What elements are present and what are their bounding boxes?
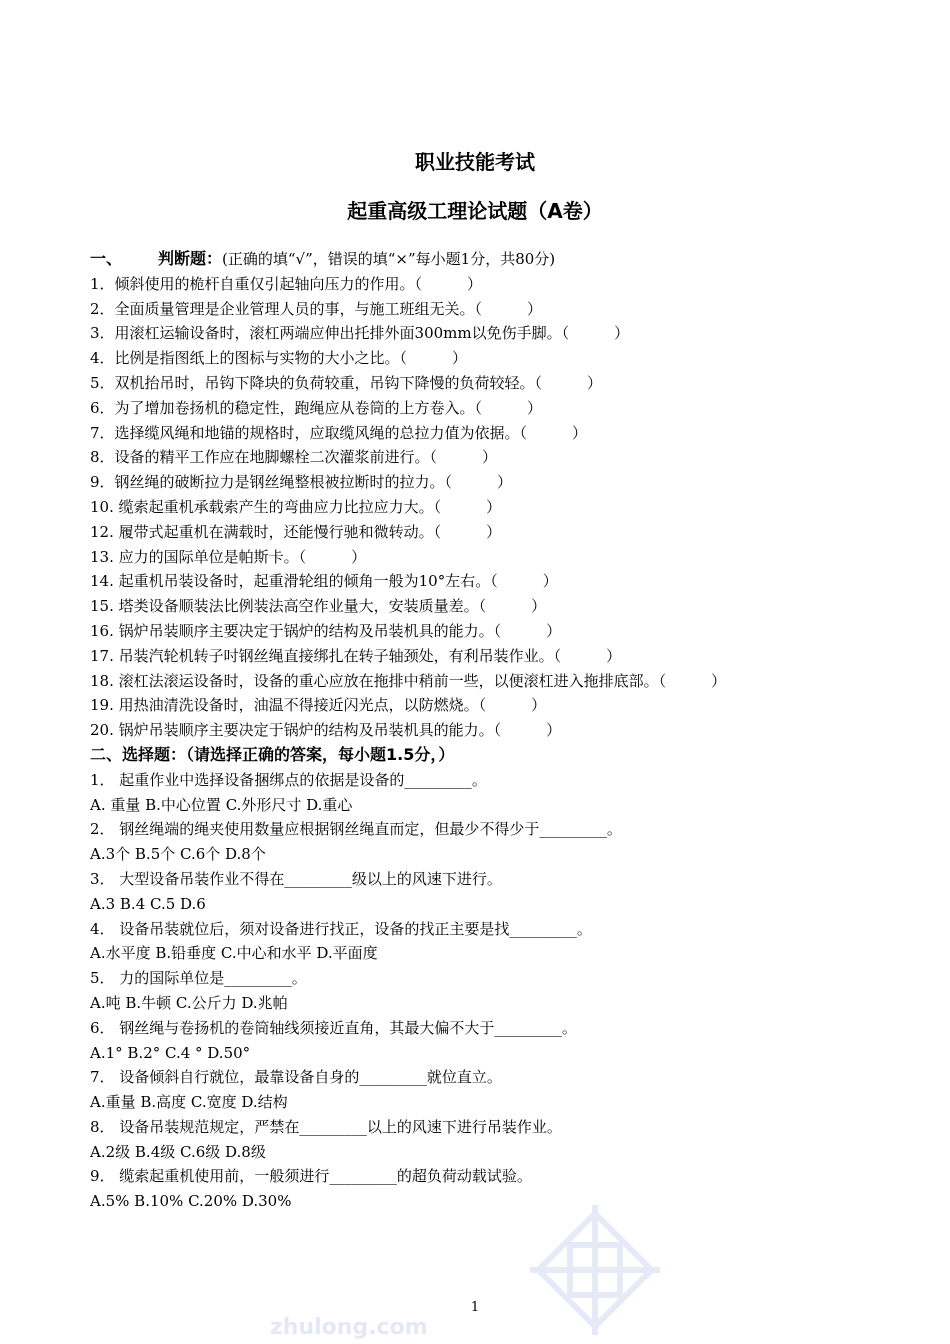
page-subtitle: 起重高级工理论试题（A卷） bbox=[347, 199, 603, 223]
question-item: 15. 塔类设备顺装法比例装法高空作业量大，安装质量差。（ ） bbox=[90, 597, 547, 616]
section2-heading: 二、选择题：（请选择正确的答案，每小题1.5分，） bbox=[90, 744, 455, 764]
watermark-logo-icon bbox=[520, 1195, 670, 1344]
choice-options: A.重量 B.高度 C.宽度 D.结构 bbox=[90, 1093, 288, 1112]
question-item: 16. 锅炉吊装顺序主要决定于锅炉的结构及吊装机具的能力。（ ） bbox=[90, 621, 562, 640]
question-item: 13. 应力的国际单位是帕斯卡。（ ） bbox=[90, 547, 367, 566]
choice-question: 1． 起重作业中选择设备捆绑点的依据是设备的_________。 bbox=[90, 770, 487, 789]
choice-question: 9． 缆索起重机使用前，一般须进行_________的超负荷动载试验。 bbox=[90, 1167, 532, 1186]
choice-question: 5． 力的国际单位是_________。 bbox=[90, 969, 307, 988]
choice-question: 4． 设备吊装就位后，须对设备进行找正，设备的找正主要是找_________。 bbox=[90, 919, 592, 938]
section1-heading bbox=[90, 247, 865, 272]
choice-question: 2． 钢丝绳端的绳夹使用数量应根据钢丝绳直而定，但最少不得少于_________。 bbox=[90, 820, 622, 839]
question-item: 18. 滚杠法滚运设备时，设备的重心应放在拖排中稍前一些，以便滚杠进入拖排底部。（ ） bbox=[90, 671, 727, 690]
question-item: 3．用滚杠运输设备时，滚杠两端应伸出托排外面300mm以免伤手脚。（ ） bbox=[90, 324, 630, 343]
section1-note: (正确的填“√”，错误的填“×”每小题1分，共80分) bbox=[222, 250, 556, 268]
watermark-text: zhulong.com bbox=[270, 1315, 428, 1340]
question-item: 7．选择缆风绳和地锚的规格时，应取缆风绳的总拉力值为依据。（ ） bbox=[90, 423, 588, 442]
question-item: 2．全面质量管理是企业管理人员的事，与施工班组无关。（ ） bbox=[90, 299, 543, 318]
question-item: 1．倾斜使用的桅杆自重仅引起轴向压力的作用。（ ） bbox=[90, 274, 483, 293]
choice-options: A. 重量 B.中心位置 C.外形尺寸 D.重心 bbox=[90, 795, 353, 814]
question-item: 12. 履带式起重机在满载时，还能慢行驰和微转动。（ ） bbox=[90, 522, 502, 541]
page-title: 职业技能考试 bbox=[415, 150, 535, 174]
question-item: 8．设备的精平工作应在地脚螺栓二次灌浆前进行。（ ） bbox=[90, 448, 498, 467]
question-item: 19. 用热油清洗设备时，油温不得接近闪光点，以防燃烧。（ ） bbox=[90, 696, 547, 715]
choice-question: 7． 设备倾斜自行就位，最靠设备自身的_________就位直立。 bbox=[90, 1068, 502, 1087]
choice-question: 3． 大型设备吊装作业不得在_________级以上的风速下进行。 bbox=[90, 869, 502, 888]
question-item: 17. 吊装汽轮机转子吋钢丝绳直接绑扎在转子轴颈处，有利吊装作业。（ ） bbox=[90, 646, 622, 665]
choice-options: A.5% B.10% C.20% D.30% bbox=[90, 1192, 292, 1211]
choice-options: A.3个 B.5个 C.6个 D.8个 bbox=[90, 845, 266, 864]
choice-options: A.2级 B.4级 C.6级 D.8级 bbox=[90, 1142, 266, 1161]
choice-options: A.水平度 B.铅垂度 C.中心和水平 D.平面度 bbox=[90, 944, 378, 963]
page-number: 1 bbox=[470, 1300, 480, 1315]
question-item: 9．钢丝绳的破断拉力是钢丝绳整根被拉断时的拉力。（ ） bbox=[90, 473, 513, 492]
question-item: 10. 缆索起重机承载索产生的弯曲应力比拉应力大。（ ） bbox=[90, 497, 502, 516]
choice-options: A.1° B.2° C.4 ° D.50° bbox=[90, 1043, 251, 1062]
choice-question: 8． 设备吊装规范规定，严禁在_________以上的风速下进行吊装作业。 bbox=[90, 1117, 562, 1136]
section1-title: 判断题： bbox=[158, 249, 223, 268]
exam-content bbox=[90, 247, 865, 1214]
choice-options: A.吨 B.牛顿 C.公斤力 D.兆帕 bbox=[90, 993, 288, 1012]
question-item: 6．为了增加卷扬机的稳定性，跑绳应从卷筒的上方卷入。（ ） bbox=[90, 398, 543, 417]
question-item: 5．双机抬吊时，吊钩下降块的负荷较重，吊钩下降慢的负荷较轻。（ ） bbox=[90, 373, 603, 392]
choice-question: 6． 钢丝绳与卷扬机的卷筒轴线须接近直角，其最大偏不大于_________。 bbox=[90, 1018, 577, 1037]
question-item: 4．比例是指图纸上的图标与实物的大小之比。（ ） bbox=[90, 349, 468, 368]
question-item: 14. 起重机吊装设备时，起重滑轮组的倾角一般为10°左右。（ ） bbox=[90, 572, 558, 591]
question-item: 20. 锅炉吊装顺序主要决定于锅炉的结构及吊装机具的能力。（ ） bbox=[90, 721, 562, 740]
choice-options: A.3 B.4 C.5 D.6 bbox=[90, 894, 206, 913]
section1-number: 一、 bbox=[90, 249, 123, 268]
